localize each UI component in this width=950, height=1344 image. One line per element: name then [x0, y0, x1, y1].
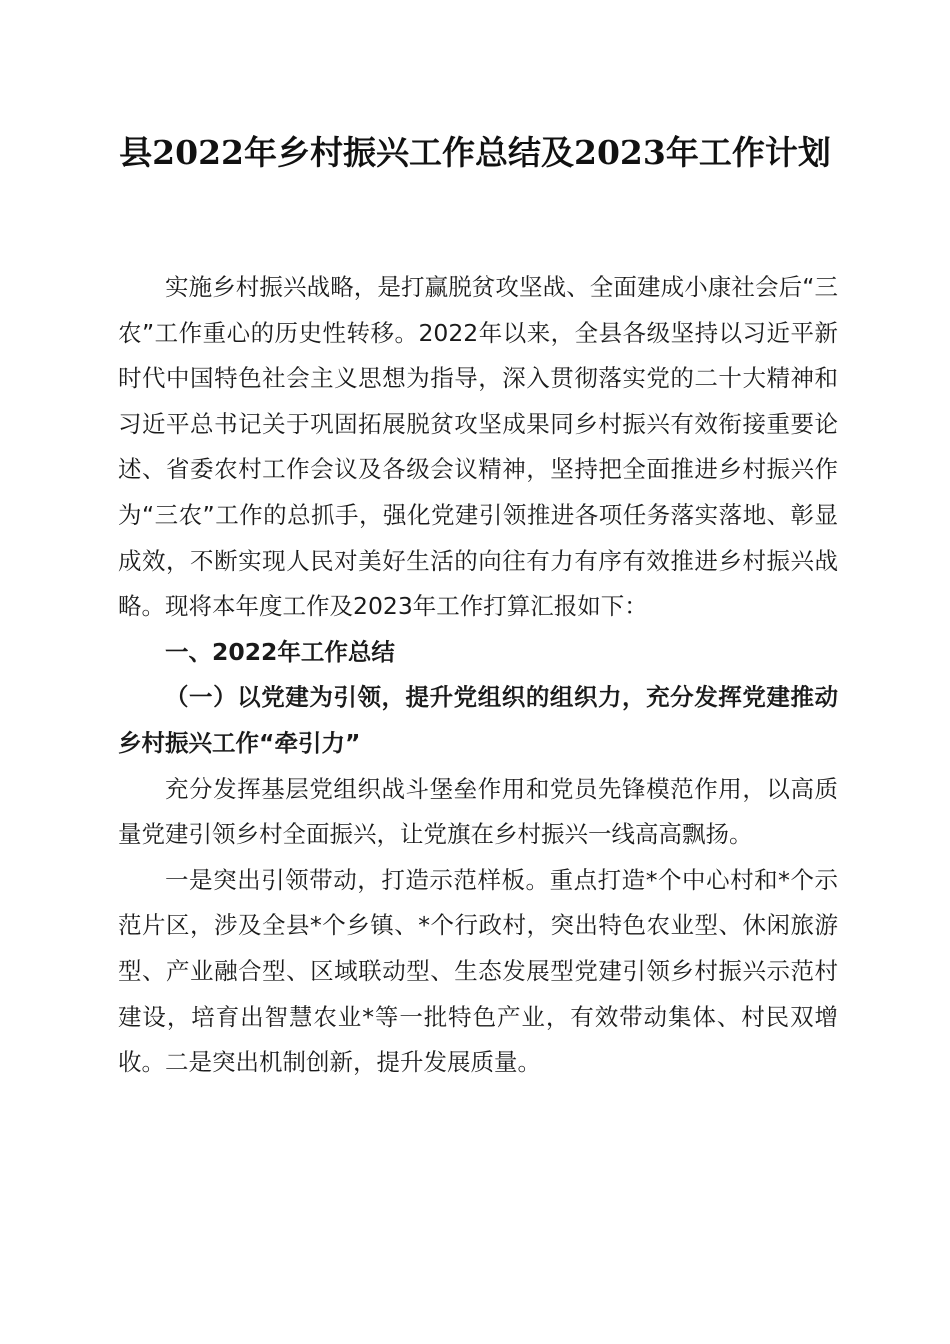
intro-paragraph: 实施乡村振兴战略，是打赢脱贫攻坚战、全面建成小康社会后“三农”工作重心的历史性转移。2022年以来，全县各级坚持以习近平新时代中国特色社会主义思想为指导，深入贯彻落实党的二十大精神和习近平总书记关于巩固拓展脱贫攻坚成果同乡村振兴有效衔接重要论述、省委农村工作会议及各级会议精神，坚持把全面推进乡村振兴作为“三农”工作的总抓手，强化党建引领推进各项任务落实落地、彰显成效，不断实现人民对美好生活的向往有力有序有效推进乡村振兴战略。现将本年度工作及2023年工作打算汇报如下： — [118, 273, 838, 621]
subsection-heading-party-building: （一）以党建为引领，提升党组织的组织力，充分发挥党建推动乡村振兴工作“牵引力” — [118, 683, 838, 757]
section-heading-summary: 一、2022年工作总结 — [165, 637, 395, 666]
body-paragraph-party-role: 充分发挥基层党组织战斗堡垒作用和党员先锋模范作用，以高质量党建引领乡村全面振兴，让党旗在乡村振兴一线高高飘扬。 — [118, 774, 838, 849]
body-paragraph-demonstration: 一是突出引领带动，打造示范样板。重点打造*个中心村和*个示范片区，涉及全县*个乡镇、*个行政村，突出特色农业型、休闲旅游型、产业融合型、区域联动型、生态发展型党建引领乡村振兴示范村建设，培育出智慧农业*等一批特色产业，有效带动集体、村民双增收。二是突出机制创新，提升发展质量。 — [118, 865, 838, 1077]
document-body — [118, 265, 838, 1086]
document-title: 县2022年乡村振兴工作总结及2023年工作计划 — [119, 133, 831, 172]
